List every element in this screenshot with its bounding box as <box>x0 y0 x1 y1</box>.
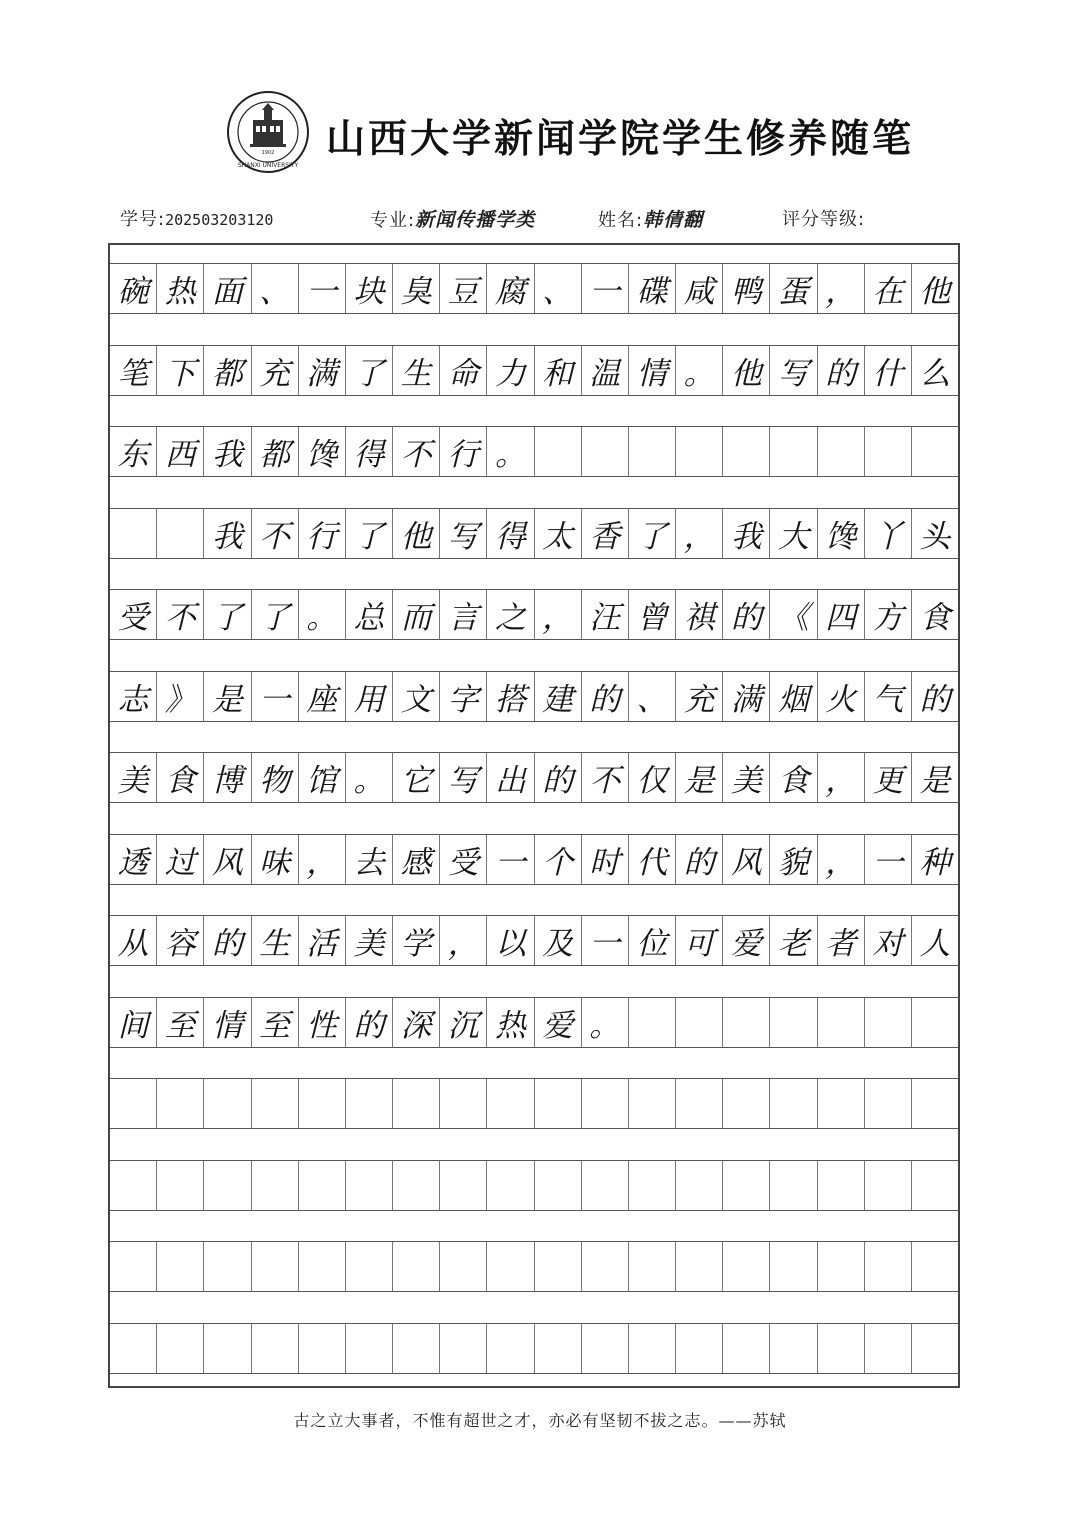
grid-cell <box>628 1324 675 1373</box>
grid-cell <box>864 1161 911 1210</box>
grid-cell <box>769 1161 816 1210</box>
grid-row <box>110 834 958 885</box>
grid-cell <box>534 1324 581 1373</box>
grid-cell <box>251 1242 298 1291</box>
grid-cell <box>534 1079 581 1128</box>
grid-cell: 搭 <box>486 672 533 721</box>
grid-cell <box>722 427 769 476</box>
grid-cell: 的 <box>911 672 958 721</box>
grid-cell: 下 <box>156 346 203 395</box>
grid-cell <box>156 509 203 558</box>
grid-cell: 志 <box>117 681 149 718</box>
major-value: 新闻传播学类 <box>415 209 536 231</box>
grid-cell <box>675 1079 722 1128</box>
grid-cell: 了 <box>628 509 675 558</box>
grid-cell <box>156 1324 203 1373</box>
grid-cell <box>864 1242 911 1291</box>
grid-cell: 风 <box>203 835 250 884</box>
grid-cell: 写 <box>769 346 816 395</box>
grid-cell: 美 <box>722 753 769 802</box>
grid-cell <box>911 998 958 1047</box>
grid-cell <box>769 427 816 476</box>
grid-row <box>110 1241 958 1292</box>
grid-cell <box>486 1324 533 1373</box>
grid-cell: 活 <box>298 916 345 965</box>
grid-cell: 容 <box>156 916 203 965</box>
grid-cell <box>251 1079 298 1128</box>
footer-quote: 古之立大事者，不惟有超世之才，亦必有坚韧不拔之志。——苏轼 <box>293 1411 787 1430</box>
grid-cell: 生 <box>251 916 298 965</box>
grid-row <box>110 1160 958 1211</box>
grid-cell <box>203 1079 250 1128</box>
grid-cell <box>486 1242 533 1291</box>
grid-cell <box>911 1079 958 1128</box>
grid-cell <box>581 427 628 476</box>
grid-cell: 仅 <box>628 753 675 802</box>
grid-cell: 西 <box>156 427 203 476</box>
grid-cell: 块 <box>345 264 392 313</box>
grid-cell: 一 <box>251 672 298 721</box>
grid-cell <box>203 1242 250 1291</box>
grid-cell: 。 <box>675 346 722 395</box>
seal-text: SHANXI UNIVERSITY <box>237 162 299 169</box>
grid-cell <box>817 1161 864 1210</box>
grid-cell <box>769 1324 816 1373</box>
name-label: 姓名: <box>598 210 644 231</box>
grid-cell <box>110 1324 156 1373</box>
grid-cell: 他 <box>911 264 958 313</box>
grid-cell: 热 <box>486 998 533 1047</box>
grid-cell <box>439 1324 486 1373</box>
grid-cell: 得 <box>345 427 392 476</box>
grid-cell: 食 <box>911 590 958 639</box>
grid-cell: 都 <box>203 346 250 395</box>
grid-cell: 位 <box>628 916 675 965</box>
grid-cell: ， <box>675 509 722 558</box>
grid-cell <box>156 1242 203 1291</box>
grid-cell <box>534 427 581 476</box>
grid-cell: 腐 <box>486 264 533 313</box>
grid-cell: 风 <box>722 835 769 884</box>
grid-cell <box>864 1079 911 1128</box>
grid-cell: 言 <box>439 590 486 639</box>
grid-cell: 貌 <box>769 835 816 884</box>
grid-cell: 面 <box>203 264 250 313</box>
grid-cell: 文 <box>392 672 439 721</box>
grid-cell: 用 <box>345 672 392 721</box>
grid-cell: 方 <box>864 590 911 639</box>
grid-cell: 总 <box>345 590 392 639</box>
grid-cell <box>156 1161 203 1210</box>
grid-cell <box>203 1324 250 1373</box>
grid-cell: 丫 <box>864 509 911 558</box>
grid-row <box>110 915 958 966</box>
grid-cell <box>864 998 911 1047</box>
grid-cell: 写 <box>439 753 486 802</box>
grid-cell: 充 <box>675 672 722 721</box>
grid-cell <box>817 998 864 1047</box>
page-title: 山西大学新闻学院学生修养随笔 <box>326 116 915 162</box>
grid-cell <box>345 1324 392 1373</box>
grid-cell: 》 <box>156 672 203 721</box>
grid-cell: 的 <box>345 998 392 1047</box>
grid-cell: 它 <box>392 753 439 802</box>
grid-cell: 他 <box>722 346 769 395</box>
grid-cell <box>628 427 675 476</box>
grid-cell: 一 <box>581 916 628 965</box>
grid-cell: 咸 <box>675 264 722 313</box>
grid-cell: 至 <box>251 998 298 1047</box>
grade <box>782 205 865 231</box>
grid-cell: 。 <box>486 427 533 476</box>
grade-label: 评分等级: <box>782 209 866 230</box>
grid-cell <box>581 1161 628 1210</box>
student-id-label: 学号: <box>120 209 166 230</box>
grid-cell: 的 <box>203 916 250 965</box>
grid-cell: 爱 <box>534 998 581 1047</box>
grid-cell <box>392 1324 439 1373</box>
grid-cell: 不 <box>392 427 439 476</box>
grid-cell: 个 <box>534 835 581 884</box>
grid-cell <box>581 1324 628 1373</box>
grid-cell <box>581 1079 628 1128</box>
grid-cell: ， <box>298 835 345 884</box>
grid-cell <box>769 998 816 1047</box>
grid-cell: ， <box>817 835 864 884</box>
grid-cell: 从 <box>117 926 149 962</box>
grid-cell: 物 <box>251 753 298 802</box>
grid-cell: 生 <box>392 346 439 395</box>
grid-cell: ， <box>439 916 486 965</box>
grid-cell: 博 <box>203 753 250 802</box>
grid-cell: 透 <box>117 844 149 881</box>
grid-cell: 和 <box>534 346 581 395</box>
grid-cell: 的 <box>675 835 722 884</box>
grid-cell: 对 <box>864 916 911 965</box>
grid-cell <box>345 1242 392 1291</box>
grid-cell: 他 <box>392 509 439 558</box>
grid-row <box>110 263 958 314</box>
grid-cell <box>675 1161 722 1210</box>
grid-cell <box>298 1079 345 1128</box>
grid-cell <box>156 1079 203 1128</box>
grid-cell <box>817 1324 864 1373</box>
grid-cell: 东 <box>117 437 149 473</box>
grid-cell: 我 <box>203 427 250 476</box>
grid-cell: 者 <box>817 916 864 965</box>
grid-cell: ， <box>817 753 864 802</box>
seal-year: 1902 <box>261 150 275 156</box>
grid-cell: 食 <box>769 753 816 802</box>
grid-cell: 太 <box>534 509 581 558</box>
grid-cell <box>628 1079 675 1128</box>
grid-cell <box>392 1242 439 1291</box>
grid-cell: 情 <box>628 346 675 395</box>
grid-cell: 是 <box>203 672 250 721</box>
grid-cell <box>628 998 675 1047</box>
grid-cell <box>486 1161 533 1210</box>
grid-cell <box>817 1242 864 1291</box>
grid-cell: 《 <box>769 590 816 639</box>
grid-cell <box>769 1242 816 1291</box>
grid-cell: 曾 <box>628 590 675 639</box>
grid-cell: 是 <box>911 753 958 802</box>
grid-cell: ， <box>817 264 864 313</box>
grid-cell: 臭 <box>392 264 439 313</box>
grid-cell: 一 <box>864 835 911 884</box>
grid-cell: 代 <box>628 835 675 884</box>
grid-cell: 命 <box>439 346 486 395</box>
grid-cell: 性 <box>298 998 345 1047</box>
grid-cell <box>534 1242 581 1291</box>
grid-cell <box>392 1079 439 1128</box>
major-label: 专业: <box>370 210 416 231</box>
grid-cell <box>675 998 722 1047</box>
grid-cell: 间 <box>117 1007 149 1044</box>
grid-cell <box>911 1324 958 1373</box>
grid-cell <box>110 1079 156 1128</box>
grid-cell: 味 <box>251 835 298 884</box>
grid-cell <box>439 1079 486 1128</box>
grid-row <box>110 671 958 722</box>
grid-cell <box>298 1242 345 1291</box>
grid-cell: 。 <box>581 998 628 1047</box>
grid-cell <box>110 1242 156 1291</box>
grid-cell: 人 <box>911 916 958 965</box>
grid-row <box>110 1323 958 1374</box>
grid-cell: 一 <box>486 835 533 884</box>
grid-cell: 热 <box>156 264 203 313</box>
grid-cell <box>251 1161 298 1210</box>
grid-cell <box>817 1079 864 1128</box>
grid-cell: 种 <box>911 835 958 884</box>
grid-cell: 充 <box>251 346 298 395</box>
grid-cell: 过 <box>156 835 203 884</box>
grid-cell: 碟 <box>628 264 675 313</box>
grid-cell: 笔 <box>117 355 149 392</box>
grid-cell: 的 <box>534 753 581 802</box>
grid-cell: 建 <box>534 672 581 721</box>
grid-cell: 不 <box>251 509 298 558</box>
grid-cell: 以 <box>486 916 533 965</box>
grid-cell <box>911 427 958 476</box>
name-value: 韩倩翻 <box>643 209 704 231</box>
grid-cell <box>675 427 722 476</box>
grid-cell: 满 <box>722 672 769 721</box>
grid-cell <box>675 1324 722 1373</box>
grid-cell <box>534 1161 581 1210</box>
grid-cell: 的 <box>722 590 769 639</box>
grid-cell: ， <box>534 590 581 639</box>
grid-cell: 得 <box>486 509 533 558</box>
grid-cell: 祺 <box>675 590 722 639</box>
grid-cell: 一 <box>298 264 345 313</box>
grid-cell: 汪 <box>581 590 628 639</box>
grid-cell: 四 <box>817 590 864 639</box>
grid-row <box>110 997 958 1048</box>
grid-cell <box>722 998 769 1047</box>
grid-cell <box>722 1079 769 1128</box>
writing-grid <box>108 243 960 1388</box>
grid-cell: 鸭 <box>722 264 769 313</box>
grid-cell <box>298 1324 345 1373</box>
grid-cell: 及 <box>534 916 581 965</box>
grid-cell <box>581 1242 628 1291</box>
grid-cell: 美 <box>345 916 392 965</box>
grid-cell <box>911 1242 958 1291</box>
grid-cell: 受 <box>117 600 149 636</box>
grid-cell: 。 <box>345 753 392 802</box>
grid-cell <box>345 1161 392 1210</box>
grid-cell: 、 <box>251 264 298 313</box>
grid-cell: 烟 <box>769 672 816 721</box>
grid-cell: 食 <box>156 753 203 802</box>
grid-cell: 了 <box>345 346 392 395</box>
student-id <box>120 205 273 231</box>
grid-cell: 满 <box>298 346 345 395</box>
grid-cell: 更 <box>864 753 911 802</box>
grid-cell: 我 <box>722 509 769 558</box>
grid-cell: 火 <box>817 672 864 721</box>
grid-cell: 、 <box>534 264 581 313</box>
grid-cell: 受 <box>439 835 486 884</box>
grid-cell: 时 <box>581 835 628 884</box>
grid-cell: 去 <box>345 835 392 884</box>
grid-cell: 至 <box>156 998 203 1047</box>
grid-cell <box>817 427 864 476</box>
grid-row <box>110 508 958 559</box>
grid-cell <box>439 1161 486 1210</box>
grid-cell: 碗 <box>117 274 149 310</box>
grid-cell: 的 <box>817 346 864 395</box>
grid-cell <box>864 427 911 476</box>
grid-cell: 馆 <box>298 753 345 802</box>
grid-cell: 是 <box>675 753 722 802</box>
grid-cell: 情 <box>203 998 250 1047</box>
grid-cell <box>203 1161 250 1210</box>
grid-cell: 豆 <box>439 264 486 313</box>
grid-cell: 。 <box>298 590 345 639</box>
grid-cell: 行 <box>439 427 486 476</box>
grid-cell <box>628 1242 675 1291</box>
grid-cell <box>722 1242 769 1291</box>
grid-cell: 不 <box>581 753 628 802</box>
grid-cell: 都 <box>251 427 298 476</box>
grid-cell: 一 <box>581 264 628 313</box>
grid-cell: 的 <box>581 672 628 721</box>
grid-cell: 字 <box>439 672 486 721</box>
grid-cell <box>911 1161 958 1210</box>
student-name <box>598 205 703 232</box>
grid-cell: 学 <box>392 916 439 965</box>
grid-row <box>110 345 958 396</box>
grid-cell <box>439 1242 486 1291</box>
grid-cell <box>110 509 156 558</box>
grid-cell: 出 <box>486 753 533 802</box>
grid-cell: 力 <box>486 346 533 395</box>
grid-cell: 座 <box>298 672 345 721</box>
grid-cell: 、 <box>628 672 675 721</box>
grid-cell: 之 <box>486 590 533 639</box>
grid-cell: 了 <box>203 590 250 639</box>
grid-row <box>110 752 958 803</box>
grid-cell: 爱 <box>722 916 769 965</box>
grid-cell <box>769 1079 816 1128</box>
grid-cell: 深 <box>392 998 439 1047</box>
grid-cell <box>110 1161 156 1210</box>
grid-cell: 老 <box>769 916 816 965</box>
grid-cell <box>345 1079 392 1128</box>
grid-cell: 了 <box>251 590 298 639</box>
grid-cell: 行 <box>298 509 345 558</box>
grid-cell: 美 <box>117 763 149 799</box>
grid-cell: 了 <box>345 509 392 558</box>
grid-cell <box>298 1161 345 1210</box>
grid-cell: 沉 <box>439 998 486 1047</box>
grid-cell: 香 <box>581 509 628 558</box>
grid-cell <box>628 1161 675 1210</box>
grid-cell <box>722 1324 769 1373</box>
grid-cell: 写 <box>439 509 486 558</box>
grid-cell: 馋 <box>817 509 864 558</box>
grid-cell <box>722 1161 769 1210</box>
grid-cell: 么 <box>911 346 958 395</box>
grid-cell <box>864 1324 911 1373</box>
grid-row <box>110 426 958 477</box>
grid-cell: 什 <box>864 346 911 395</box>
grid-cell <box>675 1242 722 1291</box>
grid-cell: 气 <box>864 672 911 721</box>
grid-cell: 馋 <box>298 427 345 476</box>
grid-cell: 蛋 <box>769 264 816 313</box>
grid-row <box>110 589 958 640</box>
major <box>370 205 535 232</box>
university-seal-icon <box>226 90 310 174</box>
grid-cell: 头 <box>911 509 958 558</box>
grid-cell: 可 <box>675 916 722 965</box>
grid-cell <box>251 1324 298 1373</box>
grid-cell <box>486 1079 533 1128</box>
grid-cell: 在 <box>864 264 911 313</box>
grid-cell: 感 <box>392 835 439 884</box>
grid-cell: 温 <box>581 346 628 395</box>
grid-row <box>110 1078 958 1129</box>
grid-cell <box>392 1161 439 1210</box>
student-id-value: 202503203120 <box>165 211 274 229</box>
grid-cell: 不 <box>156 590 203 639</box>
grid-cell: 大 <box>769 509 816 558</box>
grid-cell: 而 <box>392 590 439 639</box>
grid-cell: 我 <box>203 509 250 558</box>
